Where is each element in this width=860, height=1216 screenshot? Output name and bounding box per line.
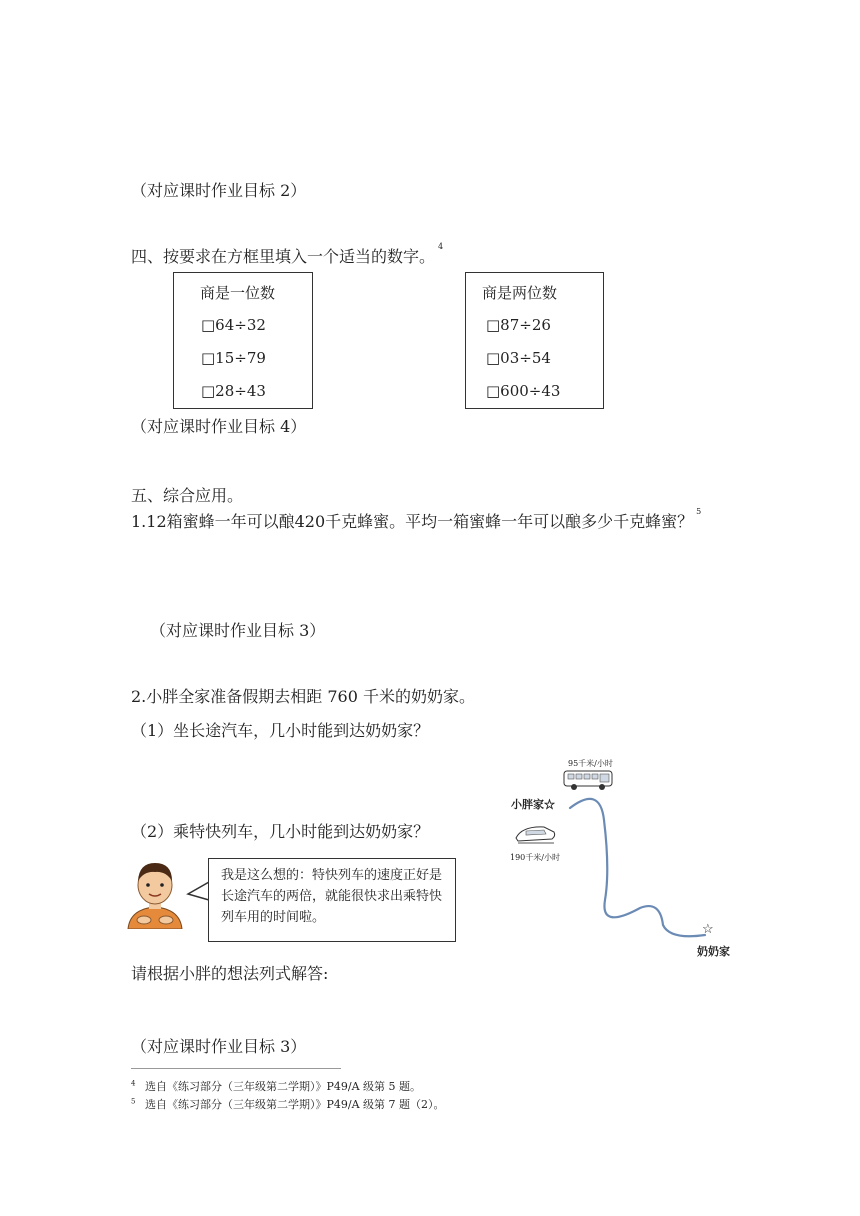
footnote-divider (131, 1068, 341, 1069)
footnote-4-num: 4 (131, 1079, 136, 1088)
train-icon (514, 822, 558, 846)
section4-heading-text: 四、按要求在方框里填入一个适当的数字。 (131, 247, 436, 266)
box-single-digit-quotient (173, 272, 313, 409)
bus-speed-label: 95千米/小时 (568, 759, 613, 768)
footnote-ref-4[interactable]: 4 (438, 242, 444, 251)
start-label: 小胖家☆ (511, 798, 555, 811)
box-right-item: □600÷43 (486, 382, 561, 400)
bus-icon (560, 768, 616, 792)
section4-heading (131, 244, 443, 267)
speech-pointer (186, 880, 210, 904)
question-1 (131, 509, 701, 532)
question-2-target: （对应课时作业目标 3） (131, 1037, 307, 1056)
box-right-title: 商是两位数 (482, 284, 558, 302)
box-left-title: 商是一位数 (200, 284, 276, 302)
footnote-5-num: 5 (131, 1097, 136, 1106)
route-path (560, 790, 720, 950)
boy-avatar (126, 857, 184, 929)
footnote-5-text: 选自《练习部分（三年级第二学期）》P49/A 级第 7 题（2）。 (144, 1098, 445, 1111)
question-2-part-2: （2）乘特快列车，几小时能到达奶奶家？ (131, 822, 430, 841)
footnote-ref-5[interactable]: 5 (696, 507, 702, 516)
train-speed-label: 190千米/小时 (510, 853, 560, 862)
box-left-item: □15÷79 (201, 349, 266, 367)
box-left-item: □64÷32 (201, 316, 266, 334)
box-right-item: □87÷26 (486, 316, 551, 334)
question-2-instruction: 请根据小胖的想法列式解答: (131, 964, 329, 983)
section3-target: （对应课时作业目标 2） (131, 181, 307, 200)
footnote-4 (131, 1078, 421, 1094)
footnote-4-text: 选自《练习部分（三年级第二学期）》P49/A 级第 5 题。 (144, 1080, 422, 1093)
end-star-icon: ☆ (702, 922, 714, 937)
question-1-text: 1.12箱蜜蜂一年可以酿420千克蜂蜜。平均一箱蜜蜂一年可以酿多少千克蜂蜜？ (131, 512, 694, 531)
footnote-5 (131, 1096, 445, 1112)
question-1-target: （对应课时作业目标 3） (150, 621, 326, 640)
question-2: 2.小胖全家准备假期去相距 760 千米的奶奶家。 (131, 687, 475, 706)
question-2-part-1: （1）坐长途汽车，几小时能到达奶奶家？ (131, 721, 430, 740)
box-right-item: □03÷54 (486, 349, 551, 367)
box-two-digit-quotient (465, 272, 604, 409)
box-left-item: □28÷43 (201, 382, 266, 400)
end-label: 奶奶家 (697, 945, 730, 958)
speech-bubble: 我是这么想的：特快列车的速度正好是长途汽车的两倍，就能很快求出乘特快列车用的时间啦。 (208, 858, 456, 942)
section4-target: （对应课时作业目标 4） (131, 417, 307, 436)
section5-heading: 五、综合应用。 (131, 486, 244, 505)
